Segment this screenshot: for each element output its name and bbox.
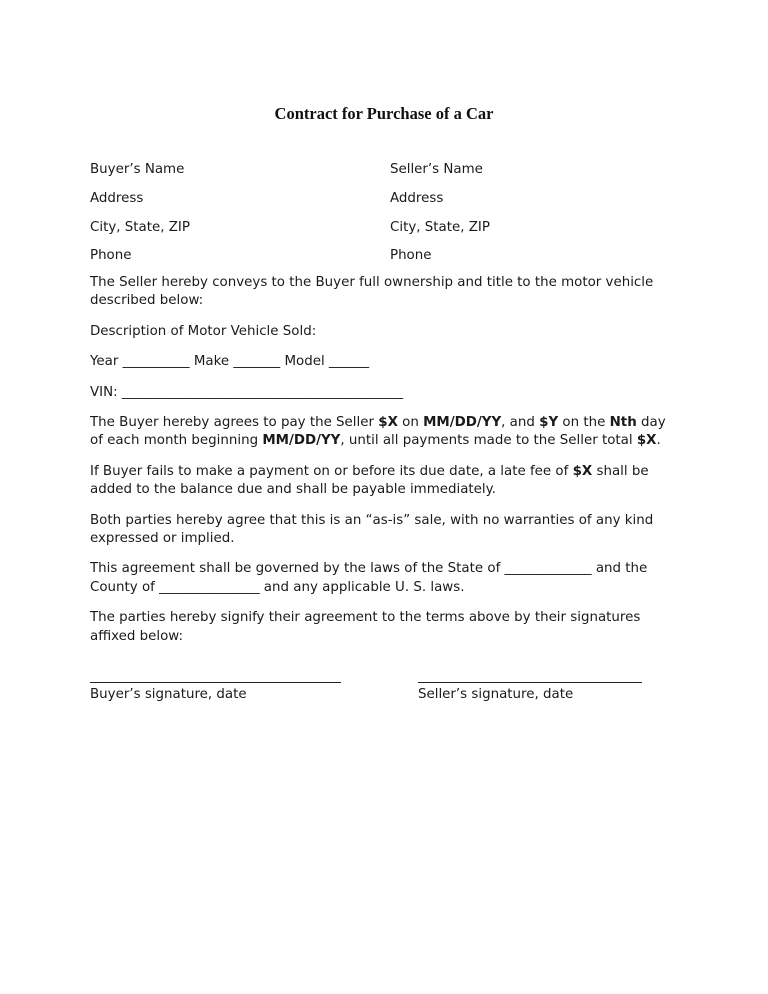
buyer-city-label: City, State, ZIP: [90, 219, 190, 235]
seller-signature-line: [418, 664, 642, 683]
buyer-name-label: Buyer’s Name: [90, 162, 185, 177]
buyer-info-block: [90, 160, 390, 275]
governing-law-paragraph: This agreement shall be governed by the laws of the State of _____________ and the County of _______________ and any applicable U. S. laws.: [90, 561, 648, 595]
seller-city-label: City, State, ZIP: [390, 219, 490, 235]
year-make-model-line: Year __________ Make _______ Model ______: [90, 354, 370, 370]
seller-phone-label: Phone: [390, 248, 432, 264]
convey-paragraph: The Seller hereby conveys to the Buyer full ownership and title to the motor vehicle described below:: [90, 275, 654, 309]
payment-paragraph: The Buyer hereby agrees to pay the Seller $X on MM/DD/YY, and $Y on the Nth day of each month beginning MM/DD/YY, until all payments made to the Seller total $X.: [90, 415, 666, 449]
buyer-signature-block: [90, 664, 341, 704]
buyer-phone-label: Phone: [90, 248, 132, 264]
as-is-paragraph: Both parties hereby agree that this is an “as-is” sale, with no warranties of any kind expressed or implied.: [90, 512, 654, 547]
document-title: Contract for Purchase of a Car: [274, 104, 494, 123]
contract-body: [90, 274, 680, 646]
vin-line: VIN: __________________________________________: [90, 384, 404, 400]
buyer-address-label: Address: [90, 190, 144, 206]
seller-info-block: [390, 160, 690, 275]
signify-paragraph: The parties hereby signify their agreement to the terms above by their signatures affixed below:: [90, 610, 641, 644]
seller-address-label: Address: [390, 190, 444, 206]
vehicle-description-label: Description of Motor Vehicle Sold:: [90, 323, 317, 339]
seller-signature-label: Seller’s signature, date: [418, 687, 574, 702]
buyer-signature-line: [90, 664, 341, 683]
seller-name-label: Seller’s Name: [390, 162, 483, 177]
late-fee-paragraph: If Buyer fails to make a payment on or before its due date, a late fee of $X shall be added to the balance due and shall be payable immediately.: [90, 463, 649, 498]
buyer-signature-label: Buyer’s signature, date: [90, 687, 247, 702]
seller-signature-block: [418, 664, 642, 704]
